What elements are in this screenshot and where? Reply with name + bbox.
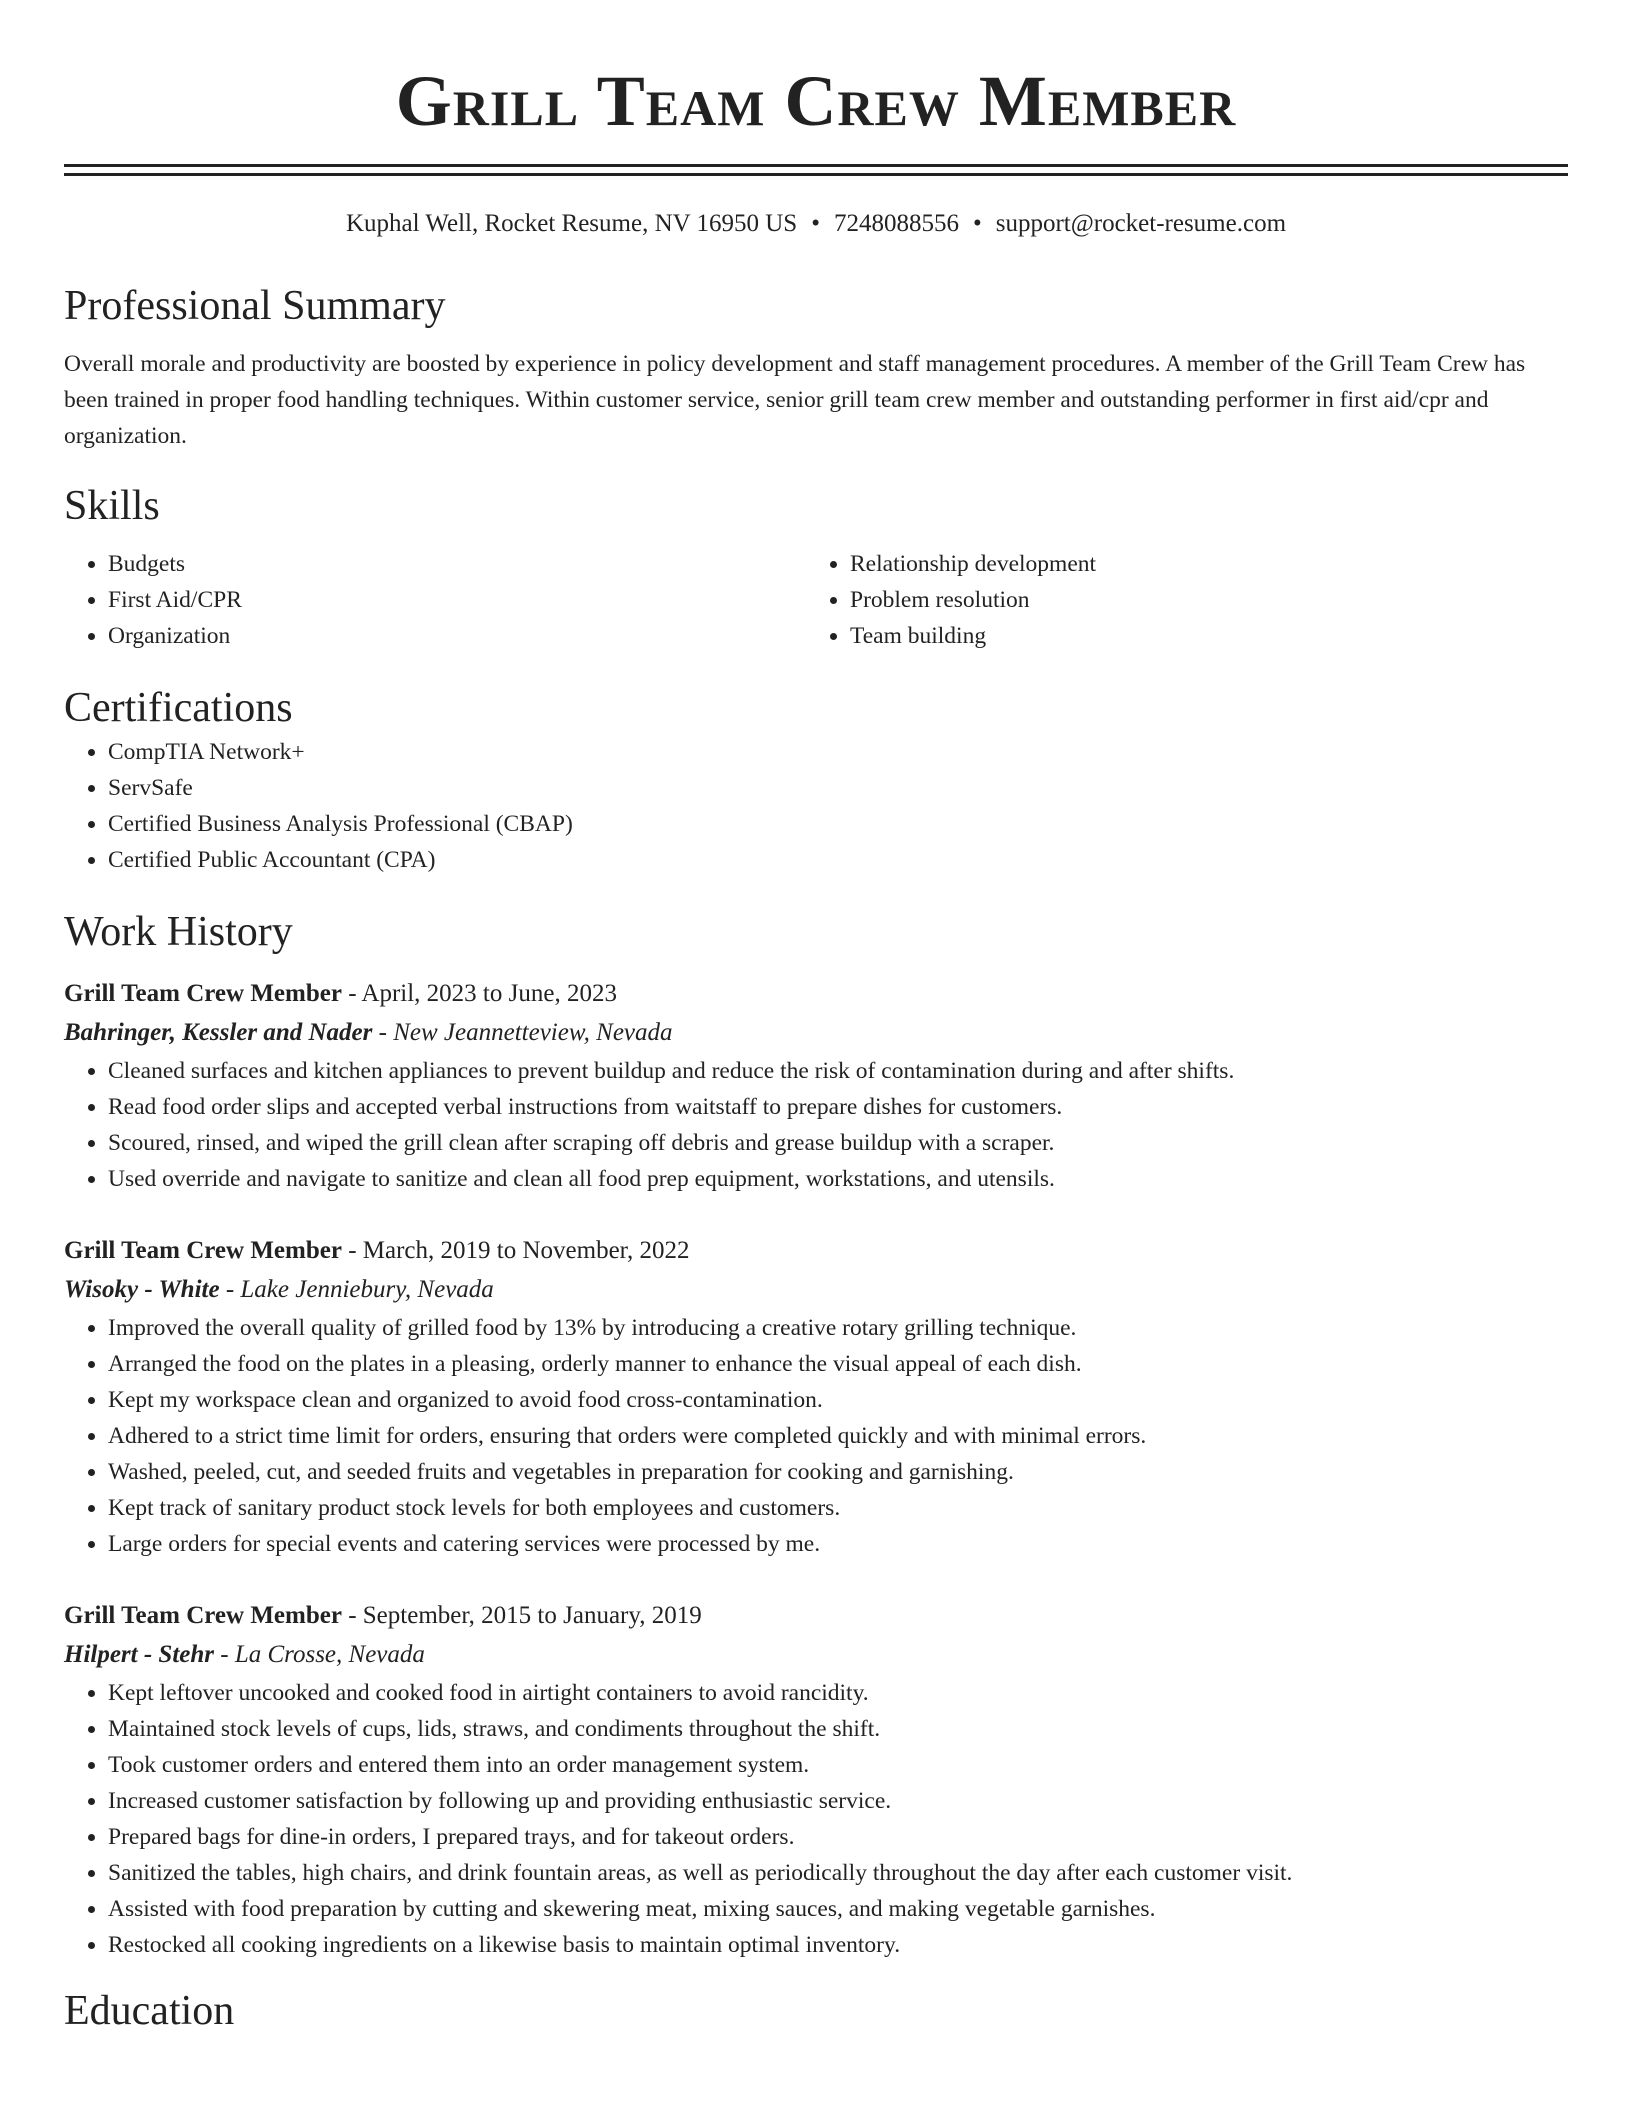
job-dates: - September, 2015 to January, 2019: [341, 1602, 702, 1629]
certification-item: • CompTIA Network+: [108, 734, 1568, 770]
job-duty-item: • Maintained stock levels of cups, lids, straws, and condiments throughout the shift.: [108, 1711, 1568, 1747]
job-company-line: [64, 1270, 1568, 1310]
job-dates: - March, 2019 to November, 2022: [341, 1237, 690, 1264]
job-title-line: [64, 974, 1568, 1013]
certifications-list: [64, 734, 1568, 878]
job-duty-item: • Scoured, rinsed, and wiped the grill clean after scraping off debris and grease buildup with a scraper.: [108, 1125, 1568, 1161]
job-entry: [64, 1231, 1568, 1562]
job-title-line: [64, 1596, 1568, 1635]
job-company: Bahringer, Kessler and Nader: [64, 1019, 373, 1046]
job-duty-item: • Read food order slips and accepted verbal instructions from waitstaff to prepare dishes for customers.: [108, 1089, 1568, 1125]
job-duty-item: • Increased customer satisfaction by following up and providing enthusiastic service.: [108, 1783, 1568, 1819]
job-location: - Lake Jenniebury, Nevada: [219, 1276, 494, 1303]
skills-list-left: [64, 546, 806, 654]
contact-separator: •: [811, 210, 820, 237]
job-duty-item: • Kept my workspace clean and organized to avoid food cross-contamination.: [108, 1382, 1568, 1418]
work-history-section-title: Work History: [64, 909, 293, 955]
summary-section-title: Professional Summary: [64, 283, 446, 329]
job-duty-item: • Arranged the food on the plates in a pleasing, orderly manner to enhance the visual appeal of each dish.: [108, 1346, 1568, 1382]
contact-separator: •: [972, 210, 982, 237]
skills-section-title: Skills: [64, 483, 160, 529]
contact-email: support@rocket-resume.com: [995, 210, 1287, 237]
header-double-rule: [64, 164, 1568, 176]
job-duty-item: • Cleaned surfaces and kitchen appliances to prevent buildup and reduce the risk of contamination during and after shifts.: [108, 1053, 1568, 1089]
job-duty-item: • Kept leftover uncooked and cooked food in airtight containers to avoid rancidity.: [108, 1675, 1568, 1711]
resume-page: [64, 0, 1568, 2037]
job-duties-list: [64, 1053, 1568, 1197]
job-duty-item: • Sanitized the tables, high chairs, and drink fountain areas, as well as periodically throughout the day after each customer visit.: [108, 1855, 1568, 1891]
contact-phone: 7248088556: [833, 210, 959, 237]
skills-grid: [64, 546, 1568, 654]
job-duty-item: • Restocked all cooking ingredients on a likewise basis to maintain optimal inventory.: [108, 1927, 1568, 1963]
skill-item: • Organization: [108, 618, 806, 654]
skill-item: • Relationship development: [850, 546, 1548, 582]
job-duty-item: • Assisted with food preparation by cutting and skewering meat, mixing sauces, and making vegetable garnishes.: [108, 1891, 1568, 1927]
contact-line: [64, 208, 1568, 240]
job-duty-item: • Improved the overall quality of grilled food by 13% by introducing a creative rotary grilling technique.: [108, 1310, 1568, 1346]
job-entry: [64, 974, 1568, 1197]
education-section-title: Education: [64, 1988, 235, 2034]
job-location: - La Crosse, Nevada: [214, 1641, 425, 1668]
skill-item: • First Aid/CPR: [108, 582, 806, 618]
job-company-line: [64, 1635, 1568, 1675]
job-entry: [64, 1596, 1568, 1963]
skills-column-left: [64, 546, 806, 654]
skill-item: • Problem resolution: [850, 582, 1548, 618]
certification-item: • Certified Business Analysis Professional (CBAP): [108, 806, 1568, 842]
resume-name-heading: Grill Team Crew Member: [395, 61, 1237, 141]
certification-item: • ServSafe: [108, 770, 1568, 806]
job-title-line: [64, 1231, 1568, 1270]
skills-column-right: [806, 546, 1548, 654]
job-duty-item: • Kept track of sanitary product stock levels for both employees and customers.: [108, 1490, 1568, 1526]
job-duty-item: • Adhered to a strict time limit for orders, ensuring that orders were completed quickly and with minimal errors.: [108, 1418, 1568, 1454]
certification-item: • Certified Public Accountant (CPA): [108, 842, 1568, 878]
skill-item: • Budgets: [108, 546, 806, 582]
job-role: Grill Team Crew Member: [64, 980, 342, 1007]
summary-text: Overall morale and productivity are boosted by experience in policy development and staff management procedures. A member of the Grill Team Crew has been trained in proper food handling techniques. Within customer service, senior grill team crew member and outstanding performer in first aid/cpr and organization.: [64, 351, 1526, 449]
job-duties-list: [64, 1310, 1568, 1562]
job-dates: - April, 2023 to June, 2023: [341, 980, 617, 1007]
job-duty-item: • Took customer orders and entered them into an order management system.: [108, 1747, 1568, 1783]
job-company-line: [64, 1013, 1568, 1053]
job-duty-item: • Prepared bags for dine-in orders, I prepared trays, and for takeout orders.: [108, 1819, 1568, 1855]
job-role: Grill Team Crew Member: [64, 1237, 342, 1264]
job-duties-list: [64, 1675, 1568, 1963]
certifications-section-title: Certifications: [64, 685, 293, 731]
job-role: Grill Team Crew Member: [64, 1602, 342, 1629]
job-company: Wisoky - White: [64, 1276, 220, 1303]
job-company: Hilpert - Stehr: [64, 1641, 215, 1668]
job-duty-item: • Washed, peeled, cut, and seeded fruits and vegetables in preparation for cooking and garnishing.: [108, 1454, 1568, 1490]
job-location: - New Jeannetteview, Nevada: [372, 1019, 673, 1046]
job-duty-item: • Used override and navigate to sanitize and clean all food prep equipment, workstations, and utensils.: [108, 1161, 1568, 1197]
skill-item: • Team building: [850, 618, 1548, 654]
skills-list-right: [806, 546, 1548, 654]
contact-address: Kuphal Well, Rocket Resume, NV 16950 US: [345, 210, 798, 237]
job-duty-item: • Large orders for special events and catering services were processed by me.: [108, 1526, 1568, 1562]
